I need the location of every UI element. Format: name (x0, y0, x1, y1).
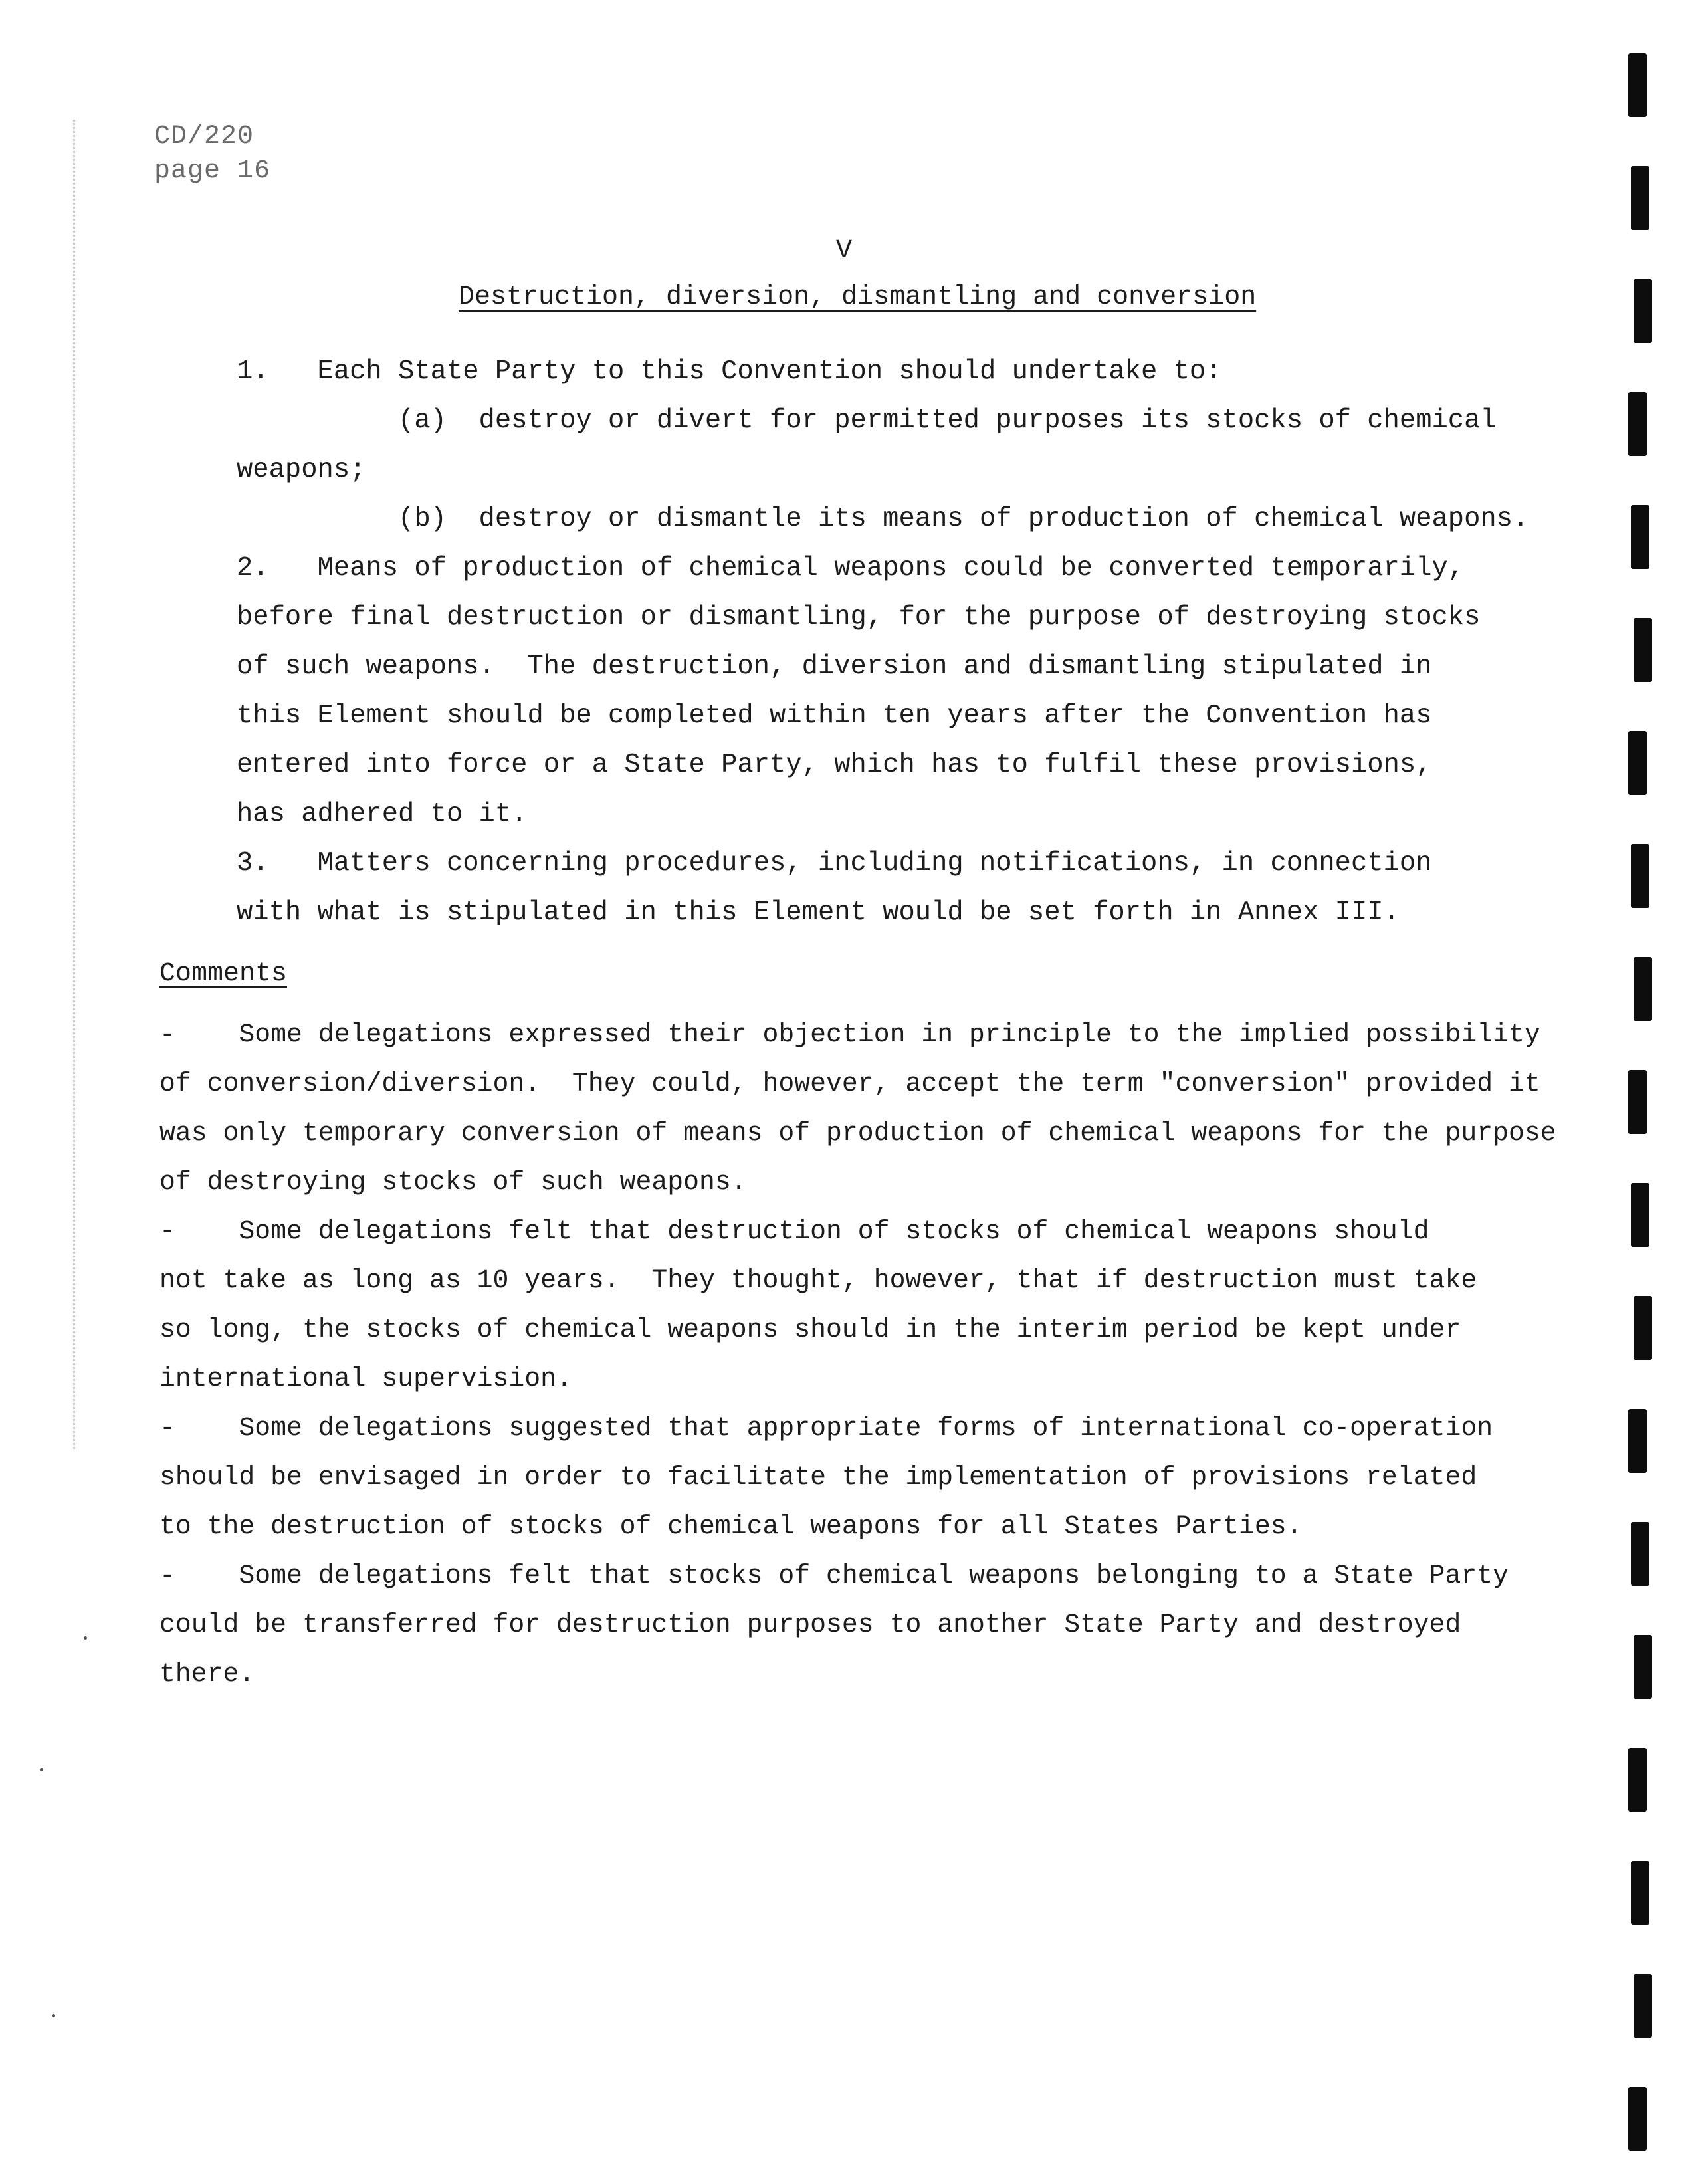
comments-text-line: of destroying stocks of such weapons. (159, 1167, 747, 1197)
fold-mark (1634, 957, 1652, 1021)
element-text-line: before final destruction or dismantling, for the purpose of destroying stocks (237, 602, 1481, 633)
comments-text-line: not take as long as 10 years. They thought, however, that if destruction must take (159, 1265, 1477, 1295)
fold-mark (1631, 1861, 1649, 1925)
left-margin-rule (73, 120, 75, 1449)
fold-mark (1631, 166, 1649, 230)
fold-mark (1628, 2087, 1647, 2151)
comments-text-line: there. (159, 1659, 255, 1689)
comments-text-line: of conversion/diversion. They could, however, accept the term "conversion" provided it (159, 1069, 1540, 1099)
comments-text-line: - Some delegations expressed their objection in principle to the implied possibility (159, 1020, 1540, 1049)
document-symbol: CD/220 (154, 122, 255, 152)
element-text-line: of such weapons. The destruction, diversion and dismantling stipulated in (237, 651, 1432, 682)
fold-mark (1634, 618, 1652, 682)
page-number: page 16 (154, 156, 271, 186)
comments-text (159, 1010, 1595, 1699)
section-numeral: V (835, 236, 852, 266)
comments-text-line: should be envisaged in order to facilitate the implementation of provisions related (159, 1462, 1477, 1492)
comments-text-line: was only temporary conversion of means of production of chemical weapons for the purpose (159, 1118, 1556, 1148)
comments-text-line: to the destruction of stocks of chemical weapons for all States Parties. (159, 1511, 1303, 1541)
fold-mark (1628, 392, 1647, 456)
comments-text-line: could be transferred for destruction purposes to another State Party and destroyed (159, 1610, 1461, 1640)
element-text-line: 3. Matters concerning procedures, including notifications, in connection (237, 848, 1432, 879)
fold-mark (1628, 731, 1647, 795)
element-text-line: with what is stipulated in this Element would be set forth in Annex III. (237, 897, 1400, 928)
fold-mark (1631, 1522, 1649, 1586)
element-text-line: 1. Each State Party to this Convention should undertake to: (237, 356, 1222, 387)
fold-mark (1631, 505, 1649, 569)
scan-speck (84, 1636, 87, 1640)
comments-text-line: - Some delegations felt that stocks of chemical weapons belonging to a State Party (159, 1561, 1509, 1590)
comments-text-line: - Some delegations felt that destruction of stocks of chemical weapons should (159, 1216, 1429, 1246)
fold-mark (1634, 1296, 1652, 1360)
fold-mark (1628, 1070, 1647, 1134)
document-reference (154, 120, 270, 189)
element-text-line: 2. Means of production of chemical weapons could be converted temporarily, (237, 553, 1465, 584)
element-text-line: weapons; (237, 455, 366, 485)
fold-mark (1628, 53, 1647, 117)
element-text (237, 347, 1552, 937)
section-heading: Destruction, diversion, dismantling and conversion (459, 282, 1257, 312)
fold-mark (1634, 1635, 1652, 1699)
element-text-line: this Element should be completed within ten years after the Convention has (237, 701, 1432, 731)
scan-speck (40, 1768, 43, 1771)
element-text-line: (a) destroy or divert for permitted purposes its stocks of chemical (237, 405, 1497, 436)
comments-heading: Comments (159, 959, 288, 989)
element-text-line: entered into force or a State Party, which has to fulfil these provisions, (237, 750, 1432, 780)
element-text-line: (b) destroy or dismantle its means of production of chemical weapons. (237, 504, 1529, 534)
fold-mark (1628, 1409, 1647, 1473)
element-text-line: has adhered to it. (237, 799, 528, 829)
fold-mark (1634, 279, 1652, 343)
comments-text-line: - Some delegations suggested that appropriate forms of international co-operation (159, 1413, 1493, 1443)
fold-mark (1634, 1974, 1652, 2038)
fold-mark (1631, 844, 1649, 908)
comments-text-line: so long, the stocks of chemical weapons should in the interim period be kept under (159, 1315, 1461, 1345)
comments-text-line: international supervision. (159, 1364, 572, 1394)
fold-mark (1631, 1183, 1649, 1247)
scan-speck (52, 2014, 55, 2017)
fold-mark (1628, 1748, 1647, 1812)
